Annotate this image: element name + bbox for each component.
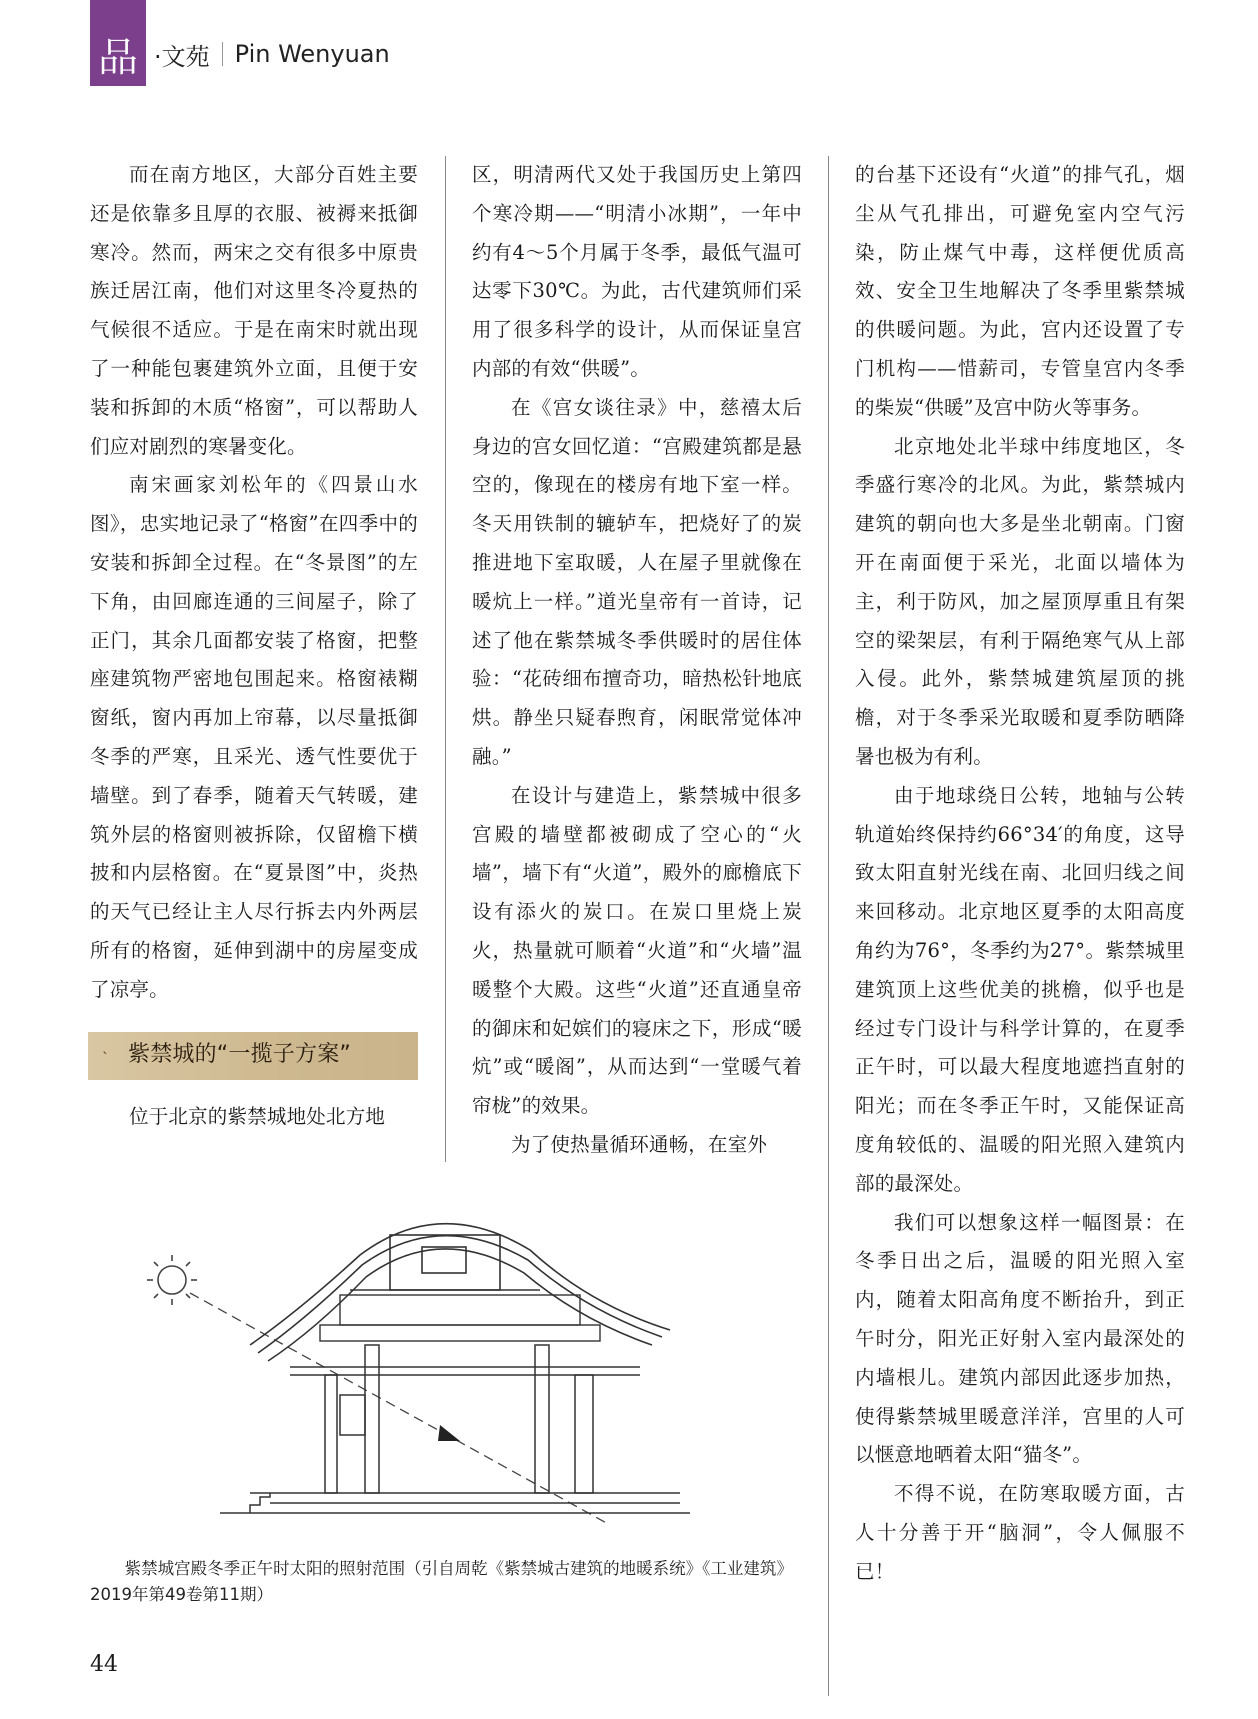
header-text — [154, 37, 390, 72]
paragraph: 的台基下还设有“火道”的排气孔，烟尘从气孔排出，可避免室内空气污染，防止煤气中毒，这样便优质高效、安全卫生地解决了冬季里紫禁城的供暖问题。为此，宫内还设置了专门机构——惜薪司，专管皇宫内冬季的柴炭“供暖”及宫中防火等事务。 — [855, 163, 1185, 419]
section-heading — [88, 1032, 418, 1080]
header-divider — [222, 42, 223, 66]
sun-icon — [147, 1255, 197, 1305]
text-column-2 — [472, 156, 802, 1165]
page-number: 44 — [90, 1652, 118, 1677]
paragraph: 我们可以想象这样一幅图景：在冬季日出之后，温暖的阳光照入室内，随着太阳高角度不断抬升，到正午时分，阳光正好射入室内最深处的内墙根儿。建筑内部因此逐步加热，使得紫禁城里暖意洋洋，宫里的人可以惬意地晒着太阳“猫冬”。 — [855, 1210, 1185, 1467]
column-divider — [445, 156, 446, 1162]
column-badge: 品 — [90, 0, 146, 86]
paragraph: 由于地球绕日公转，地轴与公转轨道始终保持约66°34′的角度，这导致太阳直射光线在南、北回归线之间来回移动。北京地区夏季的太阳高度角约为76°，冬季约为27°。紫禁城里建筑顶上这些优美的挑檐，似乎也是经过专门设计与科学计算的，在夏季正午时，可以最大程度地遮挡直射的阳光；而在冬季正午时，又能保证高度角较低的、温暖的阳光照入建筑内部的最深处。 — [855, 783, 1185, 1195]
palace-beams — [290, 1295, 640, 1375]
palace-sunlight-diagram — [140, 1195, 780, 1540]
heading-mark: ` — [102, 1050, 110, 1067]
paragraph: 为了使热量循环通畅，在室外 — [511, 1132, 768, 1156]
text-column-3 — [855, 156, 1185, 1591]
paragraph: 北京地处北半球中纬度地区，冬季盛行寒冷的北风。为此，紫禁城内建筑的朝向也大多是坐北朝南。门窗开在南面便于采光，北面以墙体为主，利于防风，加之屋顶厚重且有架空的梁架层，有利于隔绝寒气从上部入侵。此外，紫禁城建筑屋顶的挑檐，对于冬季采光取暖和夏季防晒降暑也极为有利。 — [855, 434, 1185, 768]
column-divider — [828, 156, 829, 1696]
section-heading-text: 紫禁城的“一揽子方案” — [128, 1042, 351, 1068]
paragraph: 在设计与建造上，紫禁城中很多宫殿的墙壁都被砌成了空心的“火墙”，墙下有“火道”，殿外的廊檐底下设有添火的炭口。在炭口里烧上炭火，热量就可顺着“火道”和“火墙”温暖整个大殿。这些“火道”还直通皇帝的御床和妃嫔们的寝床之下，形成“暖炕”或“暖阁”，从而达到“一堂暖气着帘栊”的效果。 — [472, 783, 802, 1118]
section-english-name: Pin Wenyuan — [234, 40, 390, 68]
ray-arrow-icon — [438, 1425, 460, 1441]
section-name: ·文苑 — [154, 42, 210, 71]
page-header — [90, 0, 390, 86]
paragraph: 在《宫女谈往录》中，慈禧太后身边的宫女回忆道：“宫殿建筑都是悬空的，像现在的楼房有地下室一样。冬天用铁制的辘轳车，把烧好了的炭推进地下室取暖，人在屋子里就像在暖炕上一样。”道光皇帝有一首诗，记述了他在紫禁城冬季供暖时的居住体验：“花砖细布擅奇功，暗热松针地底烘。静坐只疑春煦育，闲眠常觉体冲融。” — [472, 395, 802, 768]
text-column-1 — [90, 156, 418, 1136]
paragraph: 位于北京的紫禁城地处北方地 — [129, 1104, 386, 1128]
paragraph: 而在南方地区，大部分百姓主要还是依靠多且厚的衣服、被褥来抵御寒冷。然而，两宋之交有很多中原贵族迁居江南，他们对这里冬冷夏热的气候很不适应。于是在南宋时就出现了一种能包裹建筑外立面，且便于安装和拆卸的木质“格窗”，可以帮助人们应对剧烈的寒暑变化。 — [90, 163, 418, 458]
sun-ray — [190, 1293, 610, 1525]
paragraph: 区，明清两代又处于我国历史上第四个寒冷期——“明清小冰期”，一年中约有4～5个月属于冬季，最低气温可达零下30℃。为此，古代建筑师们采用了很多科学的设计，从而保证皇宫内部的有效“供暖”。 — [472, 163, 802, 380]
paragraph: 不得不说，在防寒取暖方面，古人十分善于开“脑洞”，令人佩服不已！ — [855, 1482, 1185, 1583]
figure-caption: 紫禁城宫殿冬季正午时太阳的照射范围（引自周乾《紫禁城古建筑的地暖系统》《工业建筑》2019年第49卷第11期） — [90, 1559, 793, 1604]
paragraph: 南宋画家刘松年的《四景山水图》，忠实地记录了“格窗”在四季中的安装和拆卸全过程。在“冬景图”的左下角，由回廊连通的三间屋子，除了正门，其余几面都安装了格窗，把整座建筑物严密地包围起来。格窗裱糊窗纸，窗内再加上帘幕，以尽量抵御冬季的严寒，且采光、透气性要优于墙壁。到了春季，随着天气转暖，建筑外层的格窗则被拆除，仅留檐下横披和内层格窗。在“夏景图”中，炎热的天气已经让主人尽行拆去内外两层所有的格窗，延伸到湖中的房屋变成了凉亭。 — [90, 473, 418, 1001]
palace-platform — [220, 1493, 690, 1513]
